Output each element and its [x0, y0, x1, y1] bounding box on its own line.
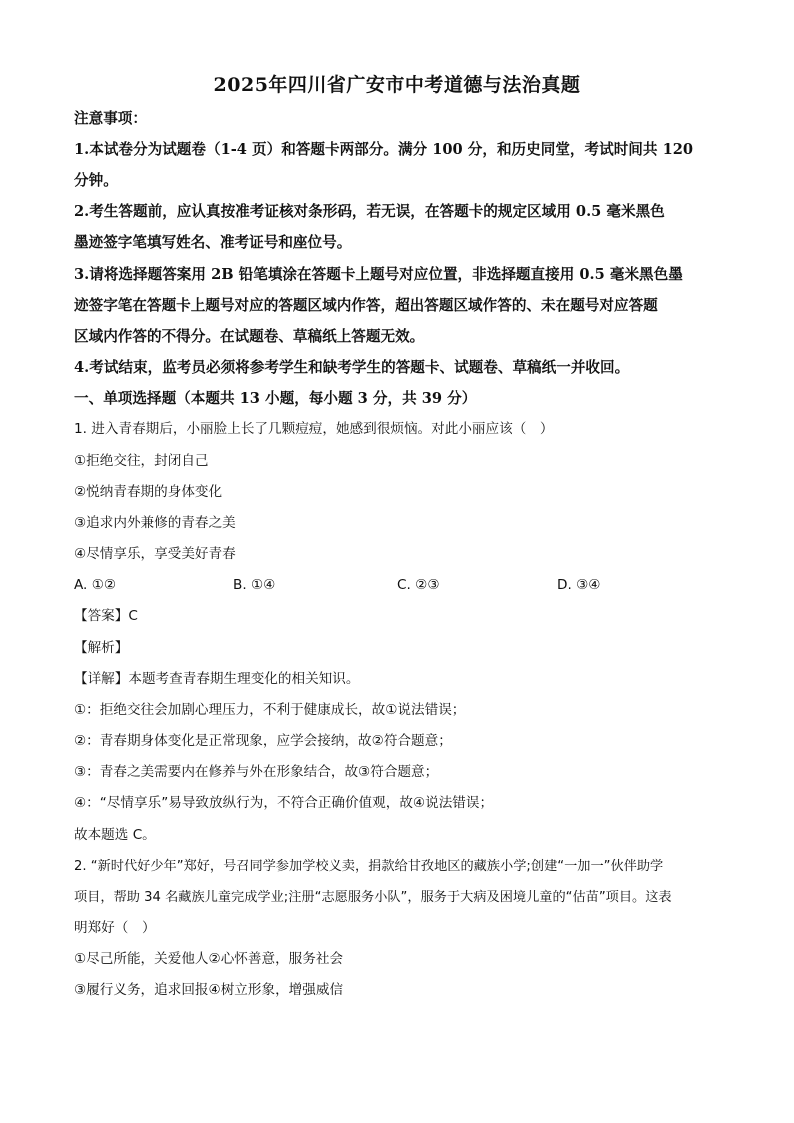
explanation-line: ③：青春之美需要内在修养与外在形象结合，故③符合题意；: [74, 764, 439, 780]
question-1-item: ①拒绝交往，封闭自己: [74, 453, 209, 469]
question-2-stem: 2. “新时代好少年”郑好，号召同学参加学校义卖，捐款给甘孜地区的藏族小学;创建“一加一”伙伴助学: [74, 859, 664, 874]
notice-line-4: 4.考试结束，监考员必须将参考学生和缺考学生的答题卡、试题卷、草稿纸一并收回。: [74, 359, 630, 376]
notice-line-1b: 分钟。: [74, 172, 118, 189]
page-title: 2025年四川省广安市中考道德与法治真题: [213, 74, 581, 96]
question-2-stem: 项目，帮助 34 名藏族儿童完成学业;注册“志愿服务小队”，服务于大病及困境儿童的“估苗”项目。这表: [74, 890, 672, 905]
conclusion-line: 故本题选 C。: [74, 827, 156, 843]
notice-line-1: 1.本试卷分为试题卷（1-4 页）和答题卡两部分。满分 100 分，和历史同堂，考试时间共 120: [74, 141, 694, 158]
explanation-line: ②：青春期身体变化是正常现象，应学会接纳，故②符合题意；: [74, 733, 452, 749]
option-c: C. ②③: [397, 577, 440, 593]
question-2-stem: 明郑好（ ）: [74, 920, 156, 936]
question-1-item: ②悦纳青春期的身体变化: [74, 484, 223, 500]
analysis-label: 【解析】: [74, 640, 129, 656]
explanation-line: ④：“尽情享乐”易导致放纵行为，不符合正确价值观，故④说法错误；: [74, 795, 494, 811]
notice-line-2: 2.考生答题前，应认真按准考证核对条形码，若无误，在答题卡的规定区域用 0.5 毫米黑色: [74, 203, 665, 220]
notice-line-3b: 迹签字笔在答题卡上题号对应的答题区域内作答，超出答题区域作答的、未在题号对应答题: [74, 297, 658, 314]
option-d: D. ③④: [557, 577, 601, 593]
question-2-items: ③履行义务，追求回报④树立形象，增强威信: [74, 982, 344, 998]
answer-label: 【答案】C: [74, 608, 138, 624]
notice-line-3c: 区域内作答的不得分。在试题卷、草稿纸上答题无效。: [74, 328, 425, 345]
explanation-line: ①：拒绝交往会加剧心理压力，不利于健康成长，故①说法错误；: [74, 702, 466, 718]
section-heading: 一、单项选择题（本题共 13 小题，每小题 3 分，共 39 分）: [74, 390, 477, 407]
notice-line-3: 3.请将选择题答案用 2B 铅笔填涂在答题卡上题号对应位置，非选择题直接用 0.5 毫米黑色墨: [74, 266, 683, 283]
notice-heading: 注意事项：: [74, 110, 147, 127]
detail-label: 【详解】本题考查青春期生理变化的相关知识。: [74, 671, 360, 687]
option-b: B. ①④: [233, 577, 276, 593]
question-1-item: ③追求内外兼修的青春之美: [74, 515, 236, 531]
option-a: A. ①②: [74, 577, 117, 593]
question-1-item: ④尽情享乐，享受美好青春: [74, 546, 236, 562]
notice-line-2b: 墨迹签字笔填写姓名、准考证号和座位号。: [74, 234, 352, 251]
question-2-items: ①尽己所能，关爱他人②心怀善意，服务社会: [74, 951, 344, 967]
question-1-stem: 1. 进入青春期后，小丽脸上长了几颗痘痘，她感到很烦恼。对此小丽应该（ ）: [74, 421, 554, 437]
